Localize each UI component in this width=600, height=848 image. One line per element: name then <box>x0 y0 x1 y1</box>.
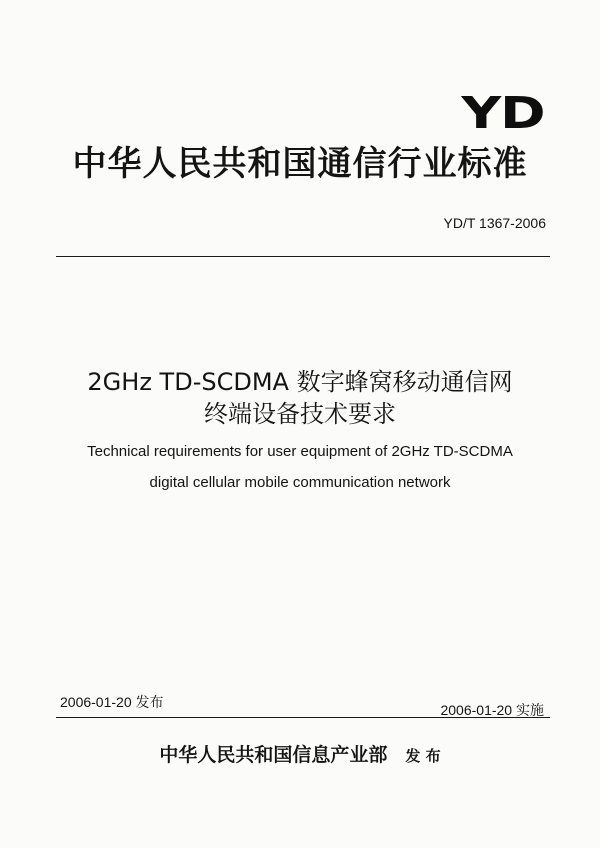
standard-category: 中华人民共和国通信行业标准 <box>72 144 528 184</box>
top-divider <box>56 256 550 257</box>
implementation-date: 2006-01-20 实施 <box>440 702 544 718</box>
standard-number: YD/T 1367-2006 <box>443 215 546 231</box>
document-title-en <box>0 436 600 498</box>
issue-date: 2006-01-20 发布 <box>60 694 164 710</box>
yd-logo: YD <box>461 88 544 139</box>
bottom-divider <box>56 717 550 718</box>
publisher-name: 中华人民共和国信息产业部 <box>159 744 388 766</box>
title-en-line1: Technical requirements for user equipment of 2GHz TD-SCDMA <box>87 443 513 460</box>
document-title-cn <box>0 366 600 431</box>
title-cn-line2: 终端设备技术要求 <box>204 400 396 429</box>
title-cn-line1: 2GHz TD-SCDMA 数字蜂窝移动通信网 <box>87 368 513 396</box>
publisher-verb: 发 布 <box>405 747 441 765</box>
publisher <box>0 740 600 767</box>
title-en-line2: digital cellular mobile communication network <box>149 474 451 491</box>
